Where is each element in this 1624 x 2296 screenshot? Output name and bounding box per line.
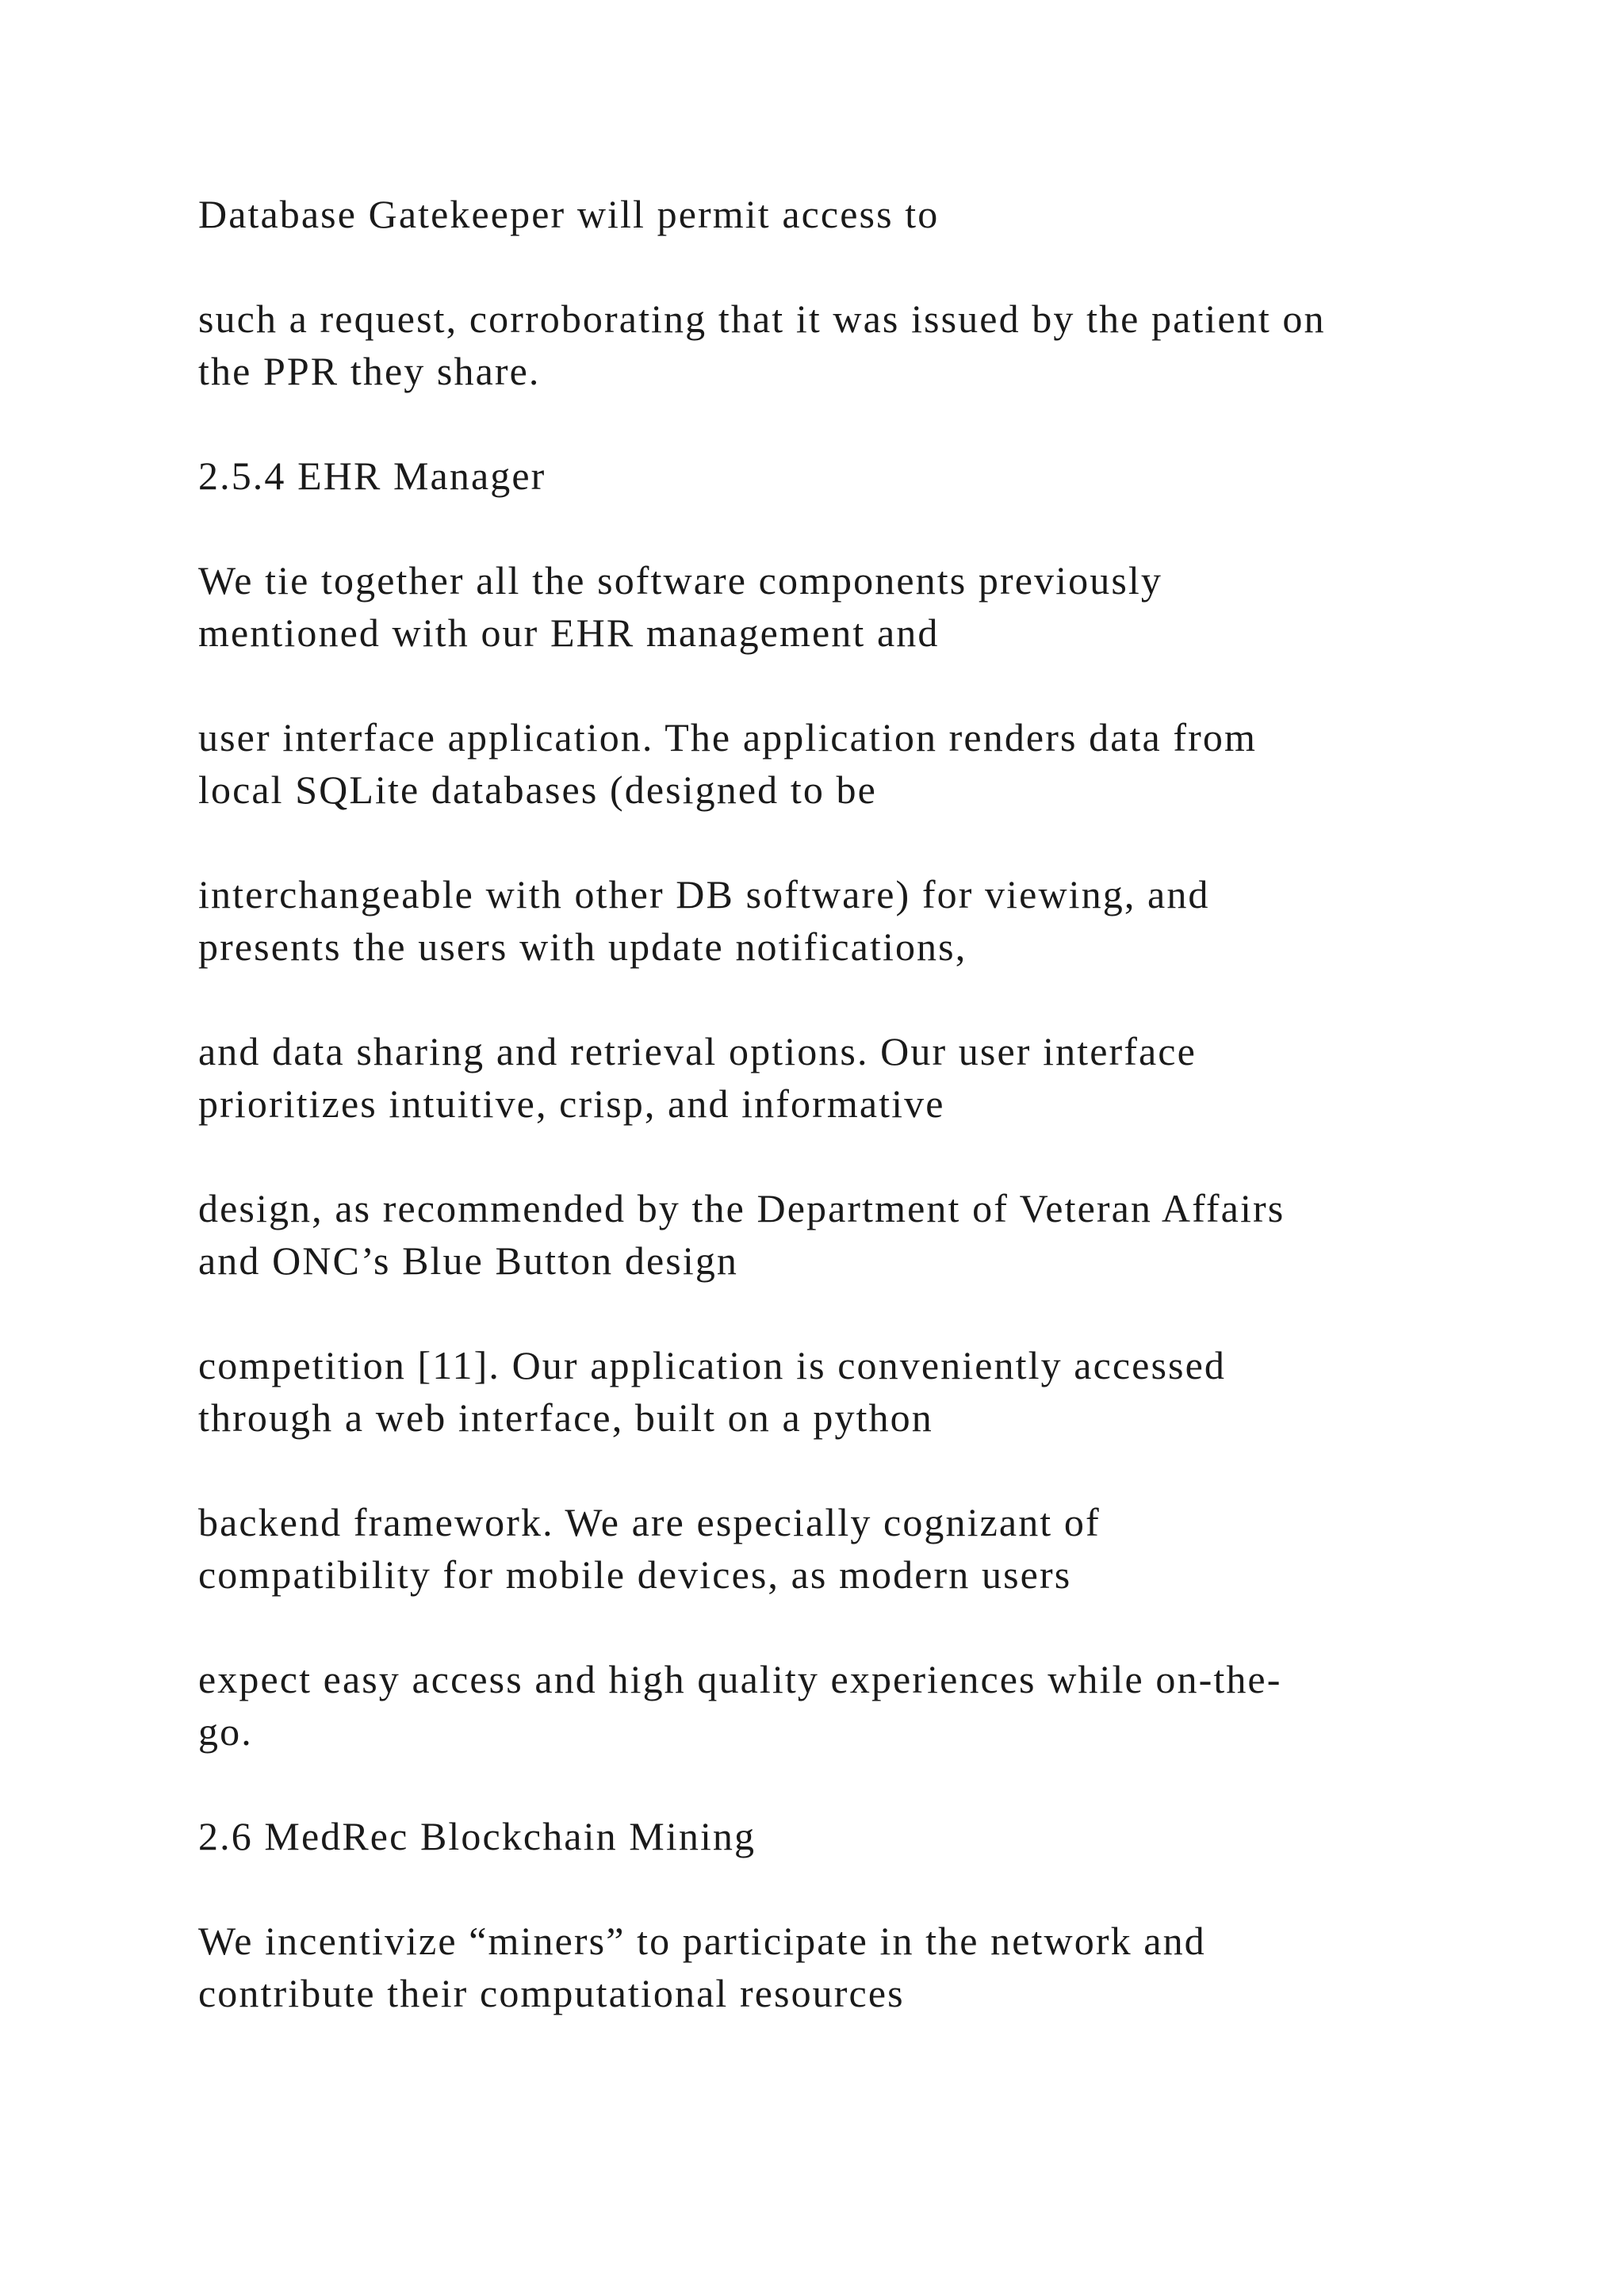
paragraph-design-recommendation xyxy=(198,1182,1499,1287)
section-heading-ehr-manager xyxy=(198,450,1499,502)
paragraph-interchangeable xyxy=(198,868,1499,973)
text-line: and ONC’s Blue Button design xyxy=(198,1238,739,1283)
text-line: user interface application. The application renders data from xyxy=(198,715,1257,760)
paragraph-data-sharing xyxy=(198,1025,1499,1130)
paragraph-gatekeeper-intro xyxy=(198,188,1499,240)
text-line: design, as recommended by the Department of Veteran Affairs xyxy=(198,1186,1285,1230)
paragraph-software-components xyxy=(198,554,1499,659)
text-line: backend framework. We are especially cognizant of xyxy=(198,1500,1101,1544)
paragraph-backend-framework xyxy=(198,1496,1499,1601)
paragraph-competition xyxy=(198,1339,1499,1444)
paragraph-miner-incentives xyxy=(198,1915,1499,2019)
text-line: and data sharing and retrieval options. Our user interface xyxy=(198,1029,1197,1073)
text-line: Database Gatekeeper will permit access to xyxy=(198,192,940,236)
text-line: local SQLite databases (designed to be xyxy=(198,767,877,812)
text-line: go. xyxy=(198,1709,253,1754)
text-line: the PPR they share. xyxy=(198,349,541,393)
text-line: mentioned with our EHR management and xyxy=(198,610,940,655)
document-body xyxy=(198,188,1499,2072)
section-heading-blockchain-mining xyxy=(198,1810,1499,1862)
paragraph-request-corroboration xyxy=(198,293,1499,397)
text-line: compatibility for mobile devices, as modern users xyxy=(198,1552,1072,1597)
text-line: prioritizes intuitive, crisp, and informative xyxy=(198,1081,945,1126)
text-line: contribute their computational resources xyxy=(198,1971,905,2015)
text-line: competition [11]. Our application is conveniently accessed xyxy=(198,1343,1226,1387)
text-line: through a web interface, built on a python xyxy=(198,1395,933,1440)
heading-line: 2.6 MedRec Blockchain Mining xyxy=(198,1814,756,1858)
heading-line: 2.5.4 EHR Manager xyxy=(198,453,546,498)
text-line: presents the users with update notifications, xyxy=(198,924,967,969)
text-line: We tie together all the software components previously xyxy=(198,558,1162,603)
text-line: such a request, corroborating that it was issued by the patient on xyxy=(198,297,1326,341)
paragraph-mobile-expectations xyxy=(198,1653,1499,1758)
paragraph-ui-application xyxy=(198,711,1499,816)
text-line: expect easy access and high quality experiences while on-the- xyxy=(198,1657,1282,1701)
text-line: interchangeable with other DB software) for viewing, and xyxy=(198,872,1210,916)
text-line: We incentivize “miners” to participate in the network and xyxy=(198,1919,1206,1963)
